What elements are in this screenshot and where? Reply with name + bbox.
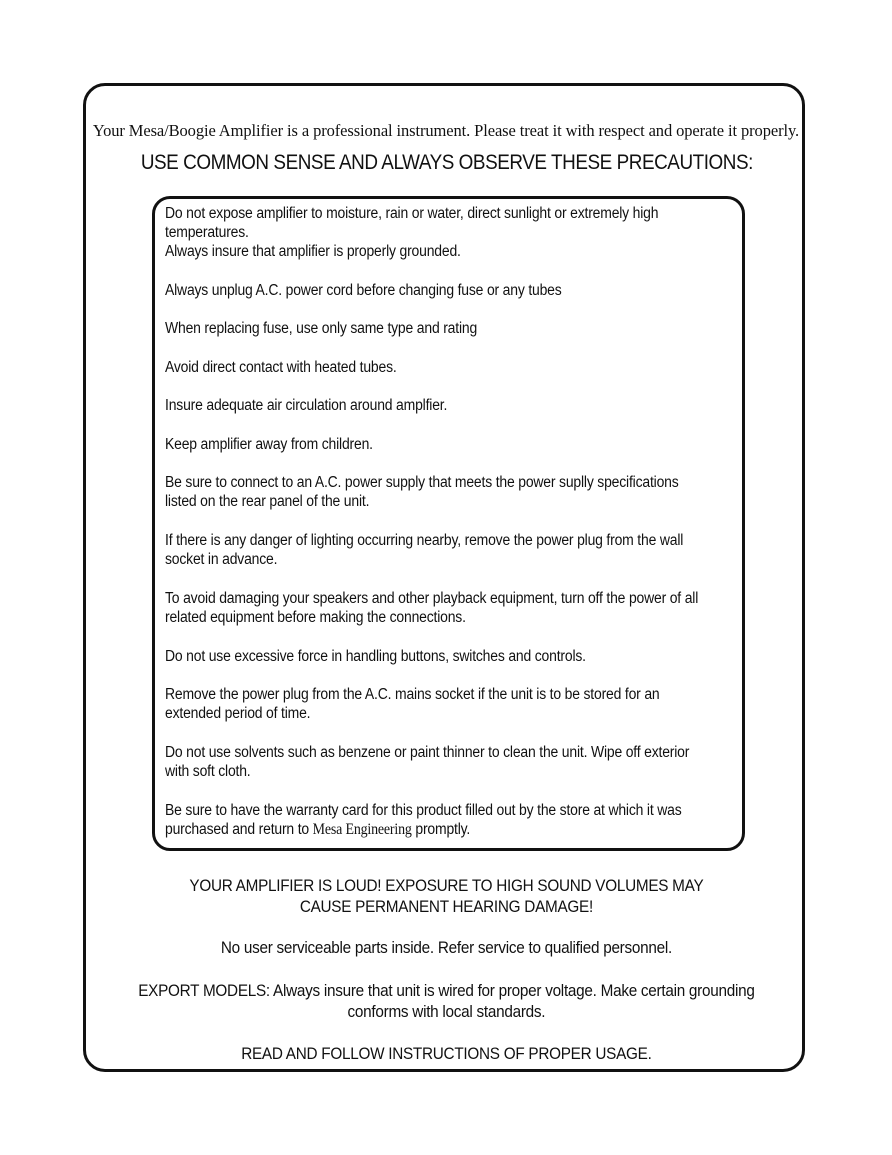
precaution-item: Insure adequate air circulation around amplfier.: [165, 397, 448, 414]
company-name: Mesa Engineering: [312, 821, 412, 838]
precaution-item: Avoid direct contact with heated tubes.: [165, 359, 397, 376]
precaution-item: If there is any danger of lighting occurring nearby, remove the power plug from the wall socket in advance.: [165, 532, 684, 568]
warranty-end: promptly.: [411, 821, 471, 838]
intro-text: Your Mesa/Boogie Amplifier is a professional instrument. Please treat it with respect and operate it properly.: [92, 121, 800, 140]
service-note: No user serviceable parts inside. Refer service to qualified personnel.: [220, 938, 672, 957]
usage-instructions: READ AND FOLLOW INSTRUCTIONS OF PROPER USAGE.: [241, 1044, 652, 1063]
export-note-text: EXPORT MODELS: Always insure that unit is wired for proper voltage. Make certain grounding conforms with local standards.: [138, 981, 755, 1021]
precaution-item: To avoid damaging your speakers and other playback equipment, turn off the power of all related equipment before making the connections.: [165, 590, 699, 626]
loud-warning-text: YOUR AMPLIFIER IS LOUD! EXPOSURE TO HIGH SOUND VOLUMES MAY CAUSE PERMANENT HEARING DAMAGE!: [189, 876, 704, 916]
warranty-text: Be sure to have the warranty card for this product filled out by the store at which it was purchased and return to: [165, 802, 682, 838]
export-note: [45, 980, 848, 1022]
precaution-item: Do not use solvents such as benzene or paint thinner to clean the unit. Wipe off exterior with soft cloth.: [165, 744, 690, 780]
precaution-item: When replacing fuse, use only same type and rating: [165, 320, 478, 337]
precaution-item: Be sure to connect to an A.C. power supply that meets the power suplly specifications listed on the rear panel of the unit.: [165, 474, 679, 510]
precautions-heading: USE COMMON SENSE AND ALWAYS OBSERVE THESE PRECAUTIONS:: [140, 151, 753, 174]
loud-warning: [45, 875, 848, 917]
precaution-item: Always unplug A.C. power cord before changing fuse or any tubes: [165, 282, 562, 299]
precaution-item: Do not use excessive force in handling buttons, switches and controls.: [165, 648, 586, 665]
precaution-item: Keep amplifier away from children.: [165, 436, 373, 453]
precaution-item: Remove the power plug from the A.C. mains socket if the unit is to be stored for an extended period of time.: [165, 686, 660, 722]
precaution-item: Always insure that amplifier is properly grounded.: [165, 243, 461, 260]
precaution-item: Do not expose amplifier to moisture, rain or water, direct sunlight or extremely high temperatures.: [165, 205, 659, 241]
warranty-item: [165, 801, 705, 839]
